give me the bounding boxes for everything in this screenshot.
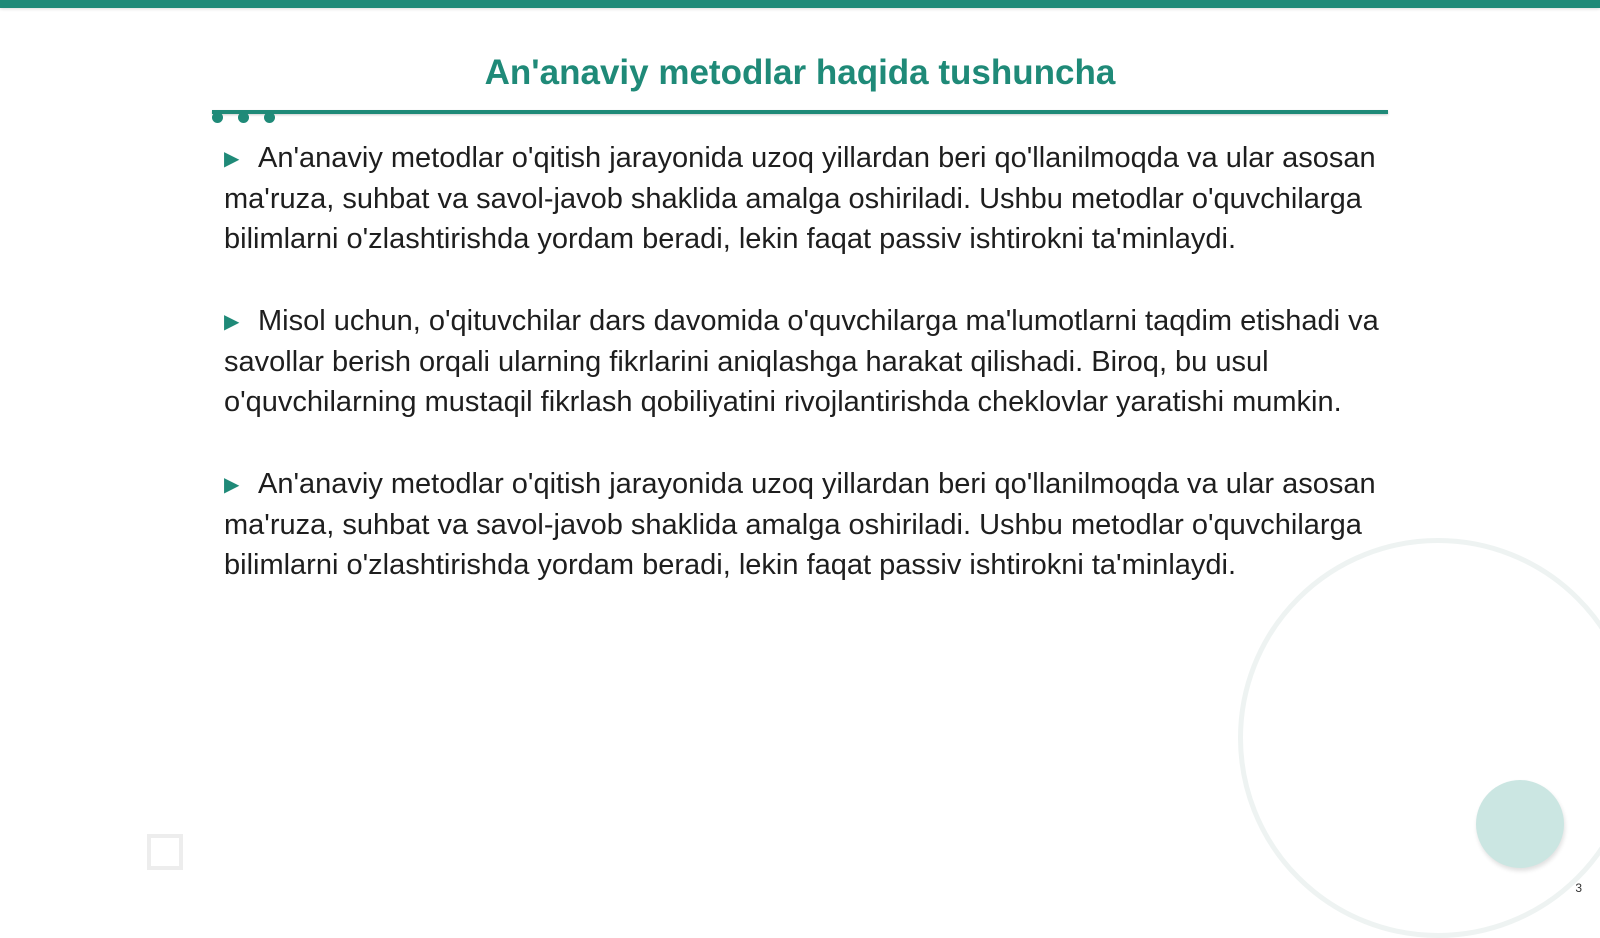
bullet-text: Misol uchun, o'qituvchilar dars davomida o'quvchilarga ma'lumotlarni taqdim etishadi va savollar berish orqali ularning fikrlarini aniqlashga harakat qilishadi. Biroq, bu usul o'quvchilarning mustaqil fikrlash qobiliyatini rivojlantirishda cheklovlar yaratishi mumkin. [224,305,1379,418]
top-accent-bar [0,0,1600,8]
title-underline [212,110,1388,114]
decorative-square [147,834,183,870]
bullet-text: An'anaviy metodlar o'qitish jarayonida uzoq yillardan beri qo'llanilmoqda va ular asosan ma'ruza, suhbat va savol-javob shaklida amalga oshiriladi. Ushbu metodlar o'quvchilarga bilimlarni o'zlashtirishda yordam beradi, lekin faqat passiv ishtirokni ta'minlaydi. [224,468,1376,581]
triangle-bullet-icon: ▶ [224,474,240,496]
bullet-item [224,138,1384,259]
page-number: 3 [1575,881,1582,895]
bullet-list [224,138,1384,627]
triangle-bullet-icon: ▶ [224,311,240,333]
underline-dot [212,112,223,123]
bullet-item [224,464,1384,585]
triangle-bullet-icon: ▶ [224,148,240,170]
bullet-item [224,301,1384,422]
bullet-text: An'anaviy metodlar o'qitish jarayonida uzoq yillardan beri qo'llanilmoqda va ular asosan ma'ruza, suhbat va savol-javob shaklida amalga oshiriladi. Ushbu metodlar o'quvchilarga bilimlarni o'zlashtirishda yordam beradi, lekin faqat passiv ishtirokni ta'minlaydi. [224,142,1376,255]
underline-dot [264,112,275,123]
slide-title: An'anaviy metodlar haqida tushuncha [484,53,1116,92]
underline-dot [238,112,249,123]
decorative-circle [1476,780,1564,868]
